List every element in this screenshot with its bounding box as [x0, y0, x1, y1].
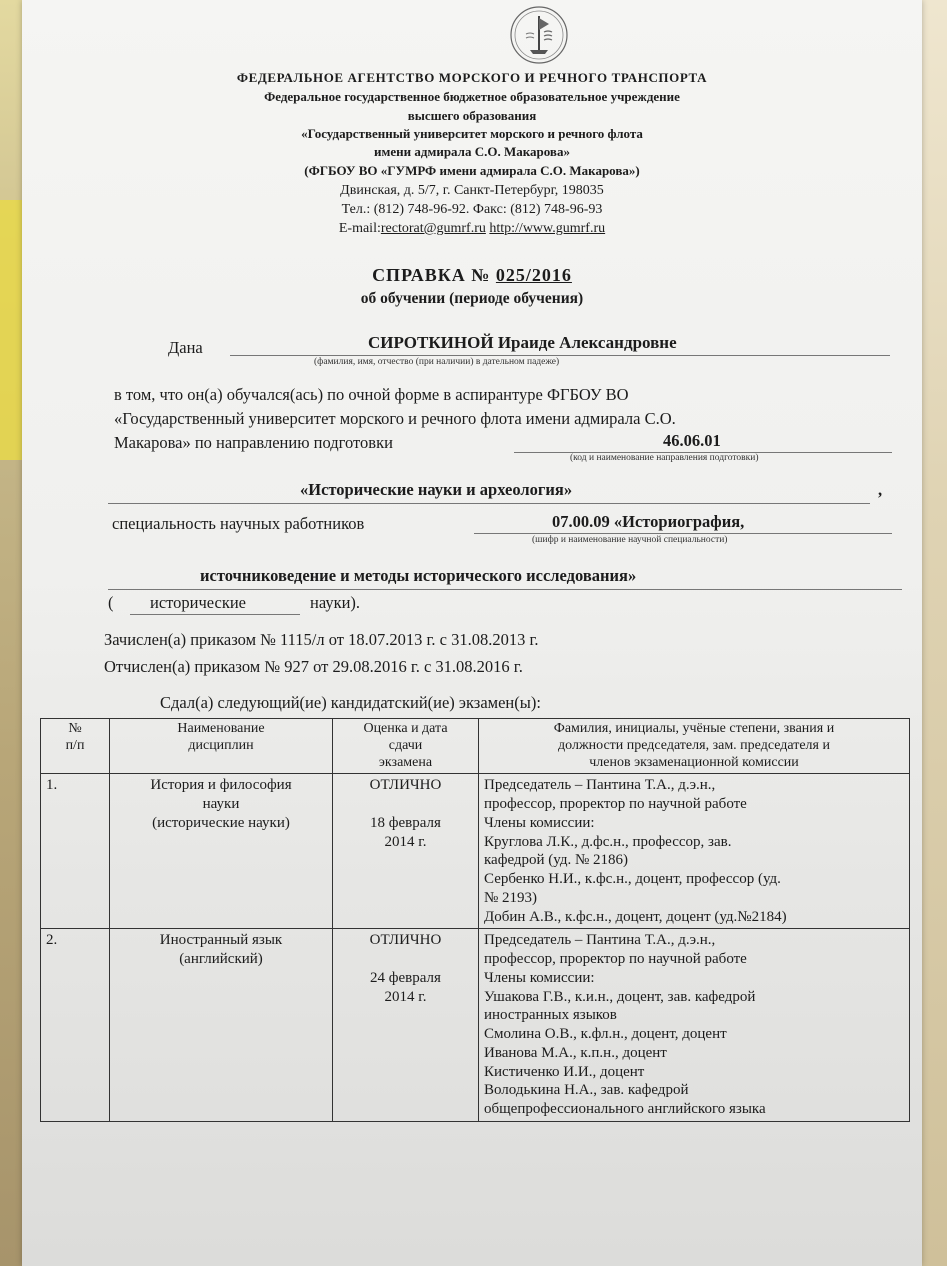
header-agency: ФЕДЕРАЛЬНОЕ АГЕНТСТВО МОРСКОГО И РЕЧНОГО ТРАНСПОРТА	[236, 70, 708, 85]
university-emblem-icon	[508, 4, 570, 66]
document-subtitle: об обучении (периоде обучения)	[360, 290, 584, 307]
table-row	[41, 774, 910, 929]
specialty-cont-underline	[108, 589, 902, 590]
header-phone-fax: Тел.: (812) 748-96-92. Факс: (812) 748-96-93	[341, 202, 603, 217]
science-close: науки).	[310, 593, 361, 612]
header-university-name: «Государственный университет морского и речного флота	[301, 126, 643, 141]
enrolled-order: Зачислен(а) приказом № 1115/л от 18.07.2013 г. с 31.08.2013 г.	[104, 630, 539, 649]
header-discipline: Наименование дисциплин	[110, 719, 333, 774]
document-page	[22, 0, 922, 1266]
row-number: 1.	[41, 774, 110, 929]
row-committee: Председатель – Пантина Т.А., д.э.н., профессор, проректор по научной работе Члены комиссии: Ушакова Г.В., к.и.н., доцент, зав. кафедрой иностранных языков Смолина О.В., к.фл.н., доцент, доцент Иванова М.А., к.п.н., доцент Кистиченко И.И., доцент Володькина Н.А., зав. кафедрой общепрофессионального английского языка	[479, 929, 910, 1122]
direction-hint: (код и наименование направления подготовки)	[570, 453, 759, 463]
certificate-number: 025/2016	[495, 265, 572, 285]
row-number: 2.	[41, 929, 110, 1122]
header-institution-level: высшего образования	[407, 108, 537, 123]
expelled-order: Отчислен(а) приказом № 927 от 29.08.2016 г. с 31.08.2016 г.	[104, 657, 523, 676]
row-discipline: История и философия науки (исторические науки)	[110, 774, 333, 929]
email-label: E-mail:	[338, 221, 381, 236]
science-open-paren: (	[108, 593, 114, 612]
direction-name-underline	[108, 503, 870, 504]
exams-table	[40, 718, 910, 1122]
recipient-label: Дана	[168, 338, 203, 357]
header-grade-date: Оценка и дата сдачи экзамена	[333, 719, 479, 774]
email-link[interactable]: rectorat@gumrf.ru	[380, 221, 486, 236]
specialty-continuation: источниковедение и методы исторического исследования»	[200, 566, 637, 585]
website-link[interactable]: http://www.gumrf.ru	[489, 221, 606, 236]
row-committee: Председатель – Пантина Т.А., д.э.н., профессор, проректор по научной работе Члены комиссии: Круглова Л.К., д.фс.н., профессор, зав. кафедрой (уд. № 2186) Сербенко Н.И., к.фс.н., доцент, профессор (уд. № 2193) Добин А.В., к.фс.н., доцент, доцент (уд.№2184)	[479, 774, 910, 929]
row-grade: ОТЛИЧНО 18 февраля 2014 г.	[333, 774, 479, 929]
body-line-1: в том, что он(а) обучался(ась) по очной форме в аспирантуре ФГБОУ ВО	[114, 385, 629, 404]
specialty-underline	[474, 533, 892, 534]
header-short-name: (ФГБОУ ВО «ГУМРФ имени адмирала С.О. Макарова»)	[304, 163, 640, 178]
title-prefix: СПРАВКА №	[372, 265, 491, 285]
science-type-underline	[130, 614, 300, 615]
table-row	[41, 929, 910, 1122]
header-university-name-2: имени адмирала С.О. Макарова»	[374, 144, 570, 159]
recipient-name: СИРОТКИНОЙ Ираиде Александровне	[368, 333, 677, 352]
header-address: Двинская, д. 5/7, г. Санкт-Петербург, 198035	[340, 183, 604, 198]
body-line-2: «Государственный университет морского и речного флота имени адмирала С.О.	[114, 409, 676, 428]
exams-intro: Сдал(а) следующий(ие) кандидатский(ие) экзамен(ы):	[160, 693, 541, 712]
specialty-hint: (шифр и наименование научной специальности)	[532, 535, 728, 545]
recipient-hint: (фамилия, имя, отчество (при наличии) в дательном падеже)	[314, 357, 560, 367]
specialty-code: 07.00.09 «Историография,	[552, 512, 745, 531]
specialty-label: специальность научных работников	[112, 514, 365, 533]
header-no: № п/п	[41, 719, 110, 774]
science-type: исторические	[150, 593, 247, 612]
recipient-underline	[230, 355, 890, 356]
header-contacts	[22, 221, 922, 237]
header-committee: Фамилия, инициалы, учёные степени, звания и должности председателя, зам. председателя и членов экзаменационной комиссии	[479, 719, 910, 774]
direction-name: «Исторические науки и археология»	[300, 480, 573, 499]
body-line-3: Макарова» по направлению подготовки	[114, 433, 393, 452]
header-institution-type: Федеральное государственное бюджетное образовательное учреждение	[264, 89, 680, 104]
exams-table-header	[41, 719, 910, 774]
row-discipline: Иностранный язык (английский)	[110, 929, 333, 1122]
direction-comma: ,	[878, 480, 883, 499]
document-title	[22, 265, 922, 286]
direction-code: 46.06.01	[663, 431, 721, 450]
row-grade: ОТЛИЧНО 24 февраля 2014 г.	[333, 929, 479, 1122]
